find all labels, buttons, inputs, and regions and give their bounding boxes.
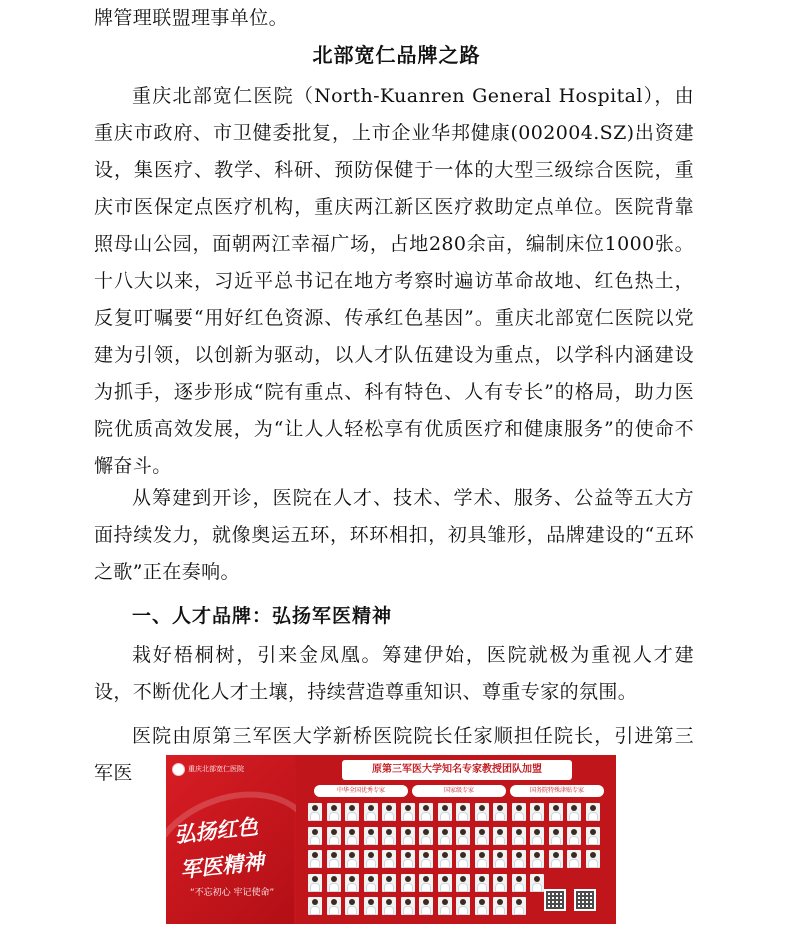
expert-portrait (567, 827, 581, 845)
expert-portrait (512, 874, 526, 892)
expert-portrait (512, 850, 526, 868)
expert-tag: 中华全国优秀专家 (314, 785, 408, 797)
expert-portrait (475, 897, 489, 915)
expert-portrait (419, 874, 433, 892)
expert-portrait (493, 803, 507, 821)
expert-portrait (530, 803, 544, 821)
expert-portrait (438, 850, 452, 868)
expert-portrait (308, 874, 322, 892)
expert-portrait (327, 850, 341, 868)
expert-portrait-grid (308, 803, 608, 921)
logo-text: 重庆北部宽仁医院 (188, 765, 244, 773)
expert-portrait (345, 803, 359, 821)
expert-portrait (586, 803, 600, 821)
expert-tag: 国务院特殊津贴专家 (510, 785, 604, 797)
expert-portrait (549, 803, 563, 821)
expert-portrait (567, 850, 581, 868)
paragraph-five-rings: 从筹建到开诊，医院在人才、技术、学术、服务、公益等五大方面持续发力，就像奥运五环，环环相扣，初具雏形，品牌建设的“五环之歌”正在奏响。 (94, 487, 694, 583)
qr-code-icon (544, 889, 566, 911)
expert-portrait (364, 874, 378, 892)
expert-portrait (327, 803, 341, 821)
expert-team-panel (296, 755, 616, 924)
expert-portrait (401, 827, 415, 845)
expert-portrait (475, 874, 489, 892)
expert-portrait (345, 827, 359, 845)
expert-portrait (530, 827, 544, 845)
expert-portrait (327, 874, 341, 892)
slogan-subtitle: “不忘初心 牢记使命” (190, 888, 275, 898)
expert-portrait (586, 827, 600, 845)
slogan-line-2: 军医精神 (178, 848, 266, 883)
expert-portrait (456, 874, 470, 892)
expert-portrait (345, 874, 359, 892)
expert-portrait (308, 850, 322, 868)
expert-portrait (549, 850, 563, 868)
expert-portrait (327, 827, 341, 845)
expert-portrait (475, 827, 489, 845)
expert-portrait (549, 827, 563, 845)
expert-portrait (512, 803, 526, 821)
expert-portrait (364, 897, 378, 915)
expert-portrait (456, 850, 470, 868)
expert-portrait (308, 827, 322, 845)
expert-portrait (512, 827, 526, 845)
hospital-logo (172, 761, 292, 777)
banner-slogan-panel (166, 755, 294, 924)
paragraph-talent: 栽好梧桐树，引来金凤凰。筹建伊始，医院就极为重视人才建设，不断优化人才土壤，持续营造尊重知识、尊重专家的氛围。 (94, 644, 694, 703)
expert-portrait (401, 874, 415, 892)
expert-portrait (401, 897, 415, 915)
paragraph-continuation: 牌管理联盟理事单位。 (94, 7, 289, 29)
paragraph-intro: 重庆北部宽仁医院（North-Kuanren General Hospital），由重庆市政府、市卫健委批复，上市企业华邦健康(002004.SZ)出资建设，集医疗、教学、科研、预防保健于一体的大型三级综合医院，重庆市医保定点医疗机构，重庆两江新区医疗救助定点单位。医院背靠照母山公园，面朝两江幸福广场，占地280余亩，编制床位1000张。十八大以来，习近平总书记在地方考察时遍访革命故地、红色热土，反复叮嘱要“用好红色资源、传承红色基因”。重庆北部宽仁医院以党建为引领，以创新为驱动，以人才队伍建设为重点，以学科内涵建设为抓手，逐步形成“院有重点、科有特色、人有专长”的格局，助力医院优质高效发展，为“让人人轻松享有优质医疗和健康服务”的使命不懈奋斗。 (94, 85, 694, 477)
qr-code-icon (574, 889, 596, 911)
hospital-banner-image (166, 755, 616, 924)
expert-portrait (401, 850, 415, 868)
expert-portrait (456, 803, 470, 821)
expert-portrait (382, 827, 396, 845)
expert-portrait (493, 897, 507, 915)
expert-portrait (382, 850, 396, 868)
expert-portrait (456, 827, 470, 845)
expert-tag: 国家级专家 (412, 785, 506, 797)
expert-portrait (438, 827, 452, 845)
expert-portrait (475, 803, 489, 821)
subheading-talent-brand: 一、人才品牌：弘扬军医精神 (132, 605, 393, 627)
expert-portrait (493, 874, 507, 892)
expert-portrait (308, 803, 322, 821)
expert-portrait (438, 897, 452, 915)
expert-portrait (364, 803, 378, 821)
expert-portrait (308, 897, 322, 915)
expert-portrait (493, 827, 507, 845)
expert-portrait (364, 850, 378, 868)
expert-portrait (382, 874, 396, 892)
expert-portrait (345, 850, 359, 868)
expert-portrait (382, 803, 396, 821)
logo-icon (172, 763, 185, 776)
expert-team-title: 原第三军医大学知名专家教授团队加盟 (342, 760, 572, 780)
expert-portrait (419, 897, 433, 915)
expert-portrait (419, 827, 433, 845)
paragraph-talent-2: 医院由原第三军医大学新桥医院院长任家顺担任院长，引进第三军医 (94, 725, 694, 784)
expert-portrait (530, 874, 544, 892)
expert-portrait (475, 850, 489, 868)
expert-portrait (419, 850, 433, 868)
expert-portrait (327, 897, 341, 915)
expert-portrait (382, 897, 396, 915)
expert-portrait (586, 850, 600, 868)
expert-portrait (401, 803, 415, 821)
expert-portrait (493, 850, 507, 868)
expert-portrait (512, 897, 526, 915)
section-title: 北部宽仁品牌之路 (312, 43, 481, 67)
expert-portrait (345, 897, 359, 915)
expert-portrait (530, 850, 544, 868)
expert-portrait (364, 827, 378, 845)
expert-portrait (567, 803, 581, 821)
expert-portrait (456, 897, 470, 915)
slogan-line-1: 弘扬红色 (172, 813, 260, 848)
expert-portrait (438, 803, 452, 821)
expert-portrait (419, 803, 433, 821)
expert-portrait (438, 874, 452, 892)
expert-tags (314, 785, 604, 797)
